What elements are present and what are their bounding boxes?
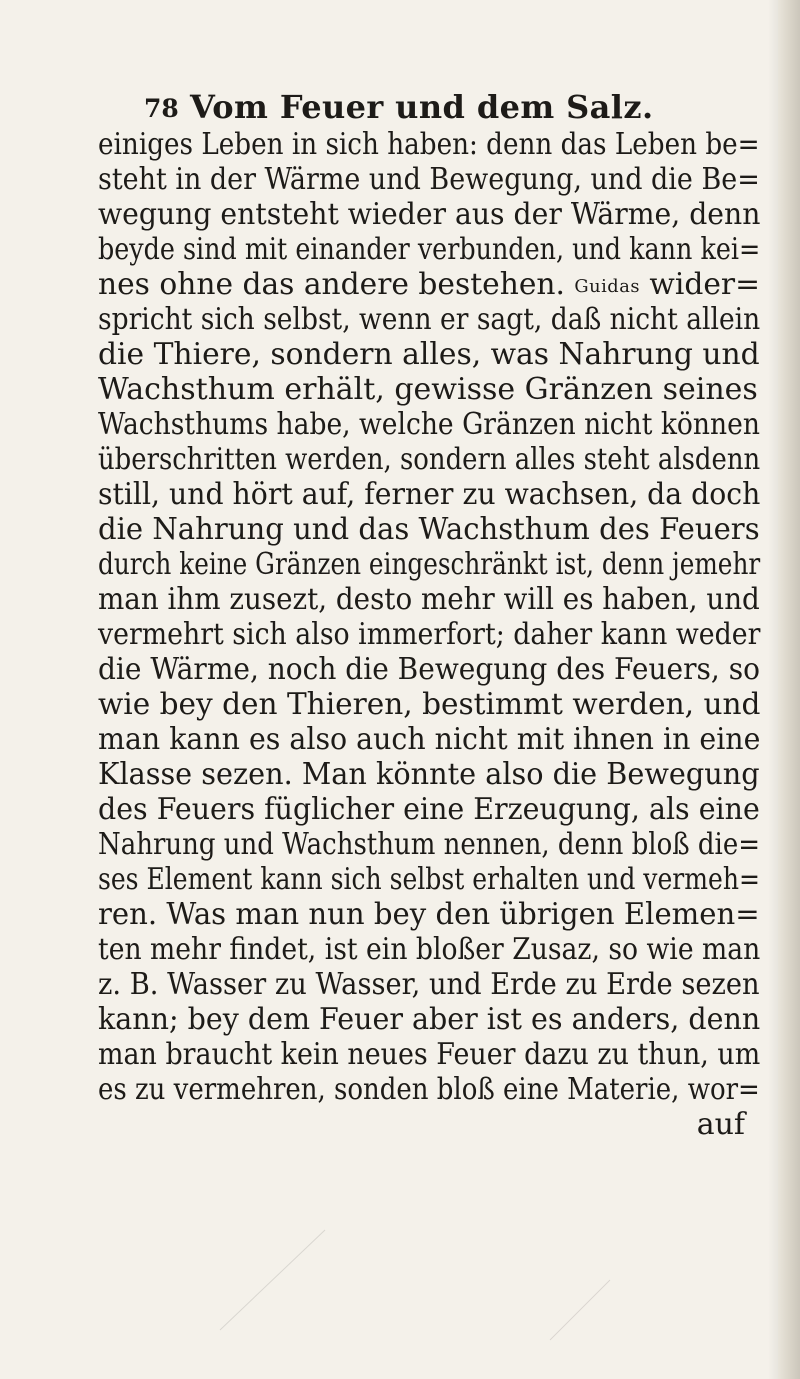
text-line: still, und hört auf, ferner zu wachsen, da doch — [98, 477, 761, 512]
catchword: auf — [696, 1107, 745, 1142]
text-line: Klasse sezen. Man könnte also die Bewegung — [98, 757, 760, 792]
line-start: nes ohne das andere bestehen. — [98, 267, 565, 302]
text-line: des Feuers füglicher eine Erzeugung, als eine — [98, 792, 760, 827]
line-end: wider= — [639, 267, 760, 302]
text-line: überschritten werden, sondern alles steht alsdenn — [98, 442, 761, 477]
text-line: spricht sich selbst, wenn er sagt, daß nicht allein — [98, 302, 761, 337]
text-line: ren. Was man nun bey den übrigen Elemen= — [98, 897, 760, 932]
text-line: man braucht kein neues Feuer dazu zu thun, um — [98, 1037, 761, 1072]
page-edge — [778, 0, 800, 1379]
text-line: ses Element kann sich selbst erhalten und vermeh= — [98, 862, 760, 897]
text-line: die Wärme, noch die Bewegung des Feuers, so — [98, 652, 760, 687]
body-text — [98, 127, 760, 1295]
page-header — [144, 88, 704, 130]
text-line: durch keine Gränzen eingeschränkt ist, denn jemehr — [98, 547, 761, 582]
text-line-with-name — [98, 267, 760, 302]
text-line: die Thiere, sondern alles, was Nahrung und — [98, 337, 760, 372]
text-line: Wachsthums habe, welche Gränzen nicht können — [98, 407, 760, 442]
text-line: die Nahrung und das Wachsthum des Feuers — [98, 512, 760, 547]
text-line: Wachsthum erhält, gewisse Gränzen seines — [98, 372, 758, 407]
text-line: es zu vermehren, sonden bloß eine Materie, wor= — [98, 1072, 760, 1107]
paper-marks — [200, 1210, 620, 1350]
text-line: ten mehr findet, ist ein bloßer Zusaz, so wie man — [98, 932, 761, 967]
text-line: steht in der Wärme und Bewegung, und die Be= — [98, 162, 760, 197]
author-name: Guidas — [574, 276, 640, 297]
text-line: kann; bey dem Feuer aber ist es anders, denn — [98, 1002, 761, 1037]
text-line: wie bey den Thieren, bestimmt werden, und — [98, 687, 761, 722]
text-line: wegung entsteht wieder aus der Wärme, denn — [98, 197, 761, 232]
page-shadow — [768, 0, 778, 1379]
running-title: Vom Feuer und dem Salz. — [190, 88, 654, 126]
text-line: beyde sind mit einander verbunden, und kann kei= — [98, 232, 761, 267]
text-line: vermehrt sich also immerfort; daher kann weder — [98, 617, 761, 652]
page-number: 78 — [144, 94, 179, 123]
text-line: Nahrung und Wachsthum nennen, denn bloß die= — [98, 827, 761, 862]
text-line: man ihm zusezt, desto mehr will es haben, und — [98, 582, 760, 617]
text-line: z. B. Wasser zu Wasser, und Erde zu Erde sezen — [98, 967, 760, 1002]
text-line: einiges Leben in sich haben: denn das Leben be= — [98, 127, 760, 162]
text-line: man kann es also auch nicht mit ihnen in eine — [98, 722, 761, 757]
